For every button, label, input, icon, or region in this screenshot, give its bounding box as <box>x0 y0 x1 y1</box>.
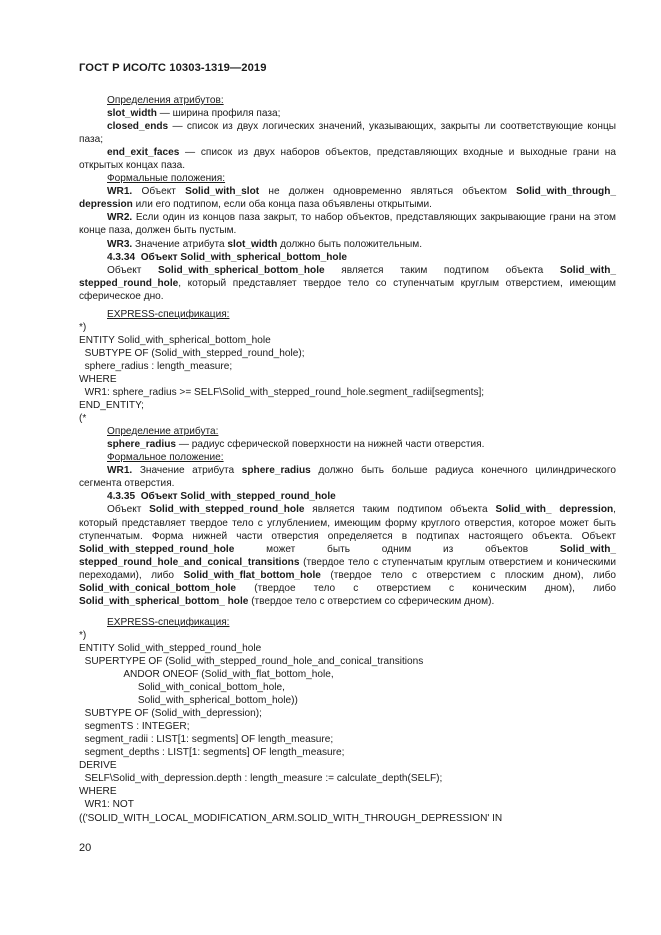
express-code-block-2 <box>79 629 616 825</box>
code-line: segment_radii : LIST[1: segments] OF length_measure; <box>79 734 334 746</box>
code-line: WHERE <box>79 373 117 385</box>
code-line: Solid_with_conical_bottom_hole, <box>79 682 285 694</box>
page-number: 20 <box>79 842 92 854</box>
express-code-block <box>79 321 616 425</box>
code-line: SUBTYPE OF (Solid_with_stepped_round_hole); <box>79 347 305 359</box>
code-line: *) <box>79 321 87 333</box>
code-line: Solid_with_spherical_bottom_hole)) <box>79 695 298 707</box>
express-spec-heading-2: EXPRESS-спецификация: <box>107 616 230 628</box>
code-line: (('SOLID_WITH_LOCAL_MODIFICATION_ARM.SOLID_WITH_THROUGH_DEPRESSION' IN <box>79 812 503 824</box>
code-line: ANDOR ONEOF (Solid_with_flat_bottom_hole, <box>79 669 334 681</box>
rule-wr2: WR2. Если один из концов паза закрыт, то набор объектов, представляющих закрывающие грани на этом конце паза, должен быть пустым. <box>79 212 616 237</box>
code-line: segmenTS : INTEGER; <box>79 721 190 733</box>
attributes-heading: Определения атрибутов: <box>107 95 224 106</box>
code-line: WHERE <box>79 786 117 798</box>
attribute-definition-heading: Определение атрибута: <box>107 426 219 438</box>
code-line: WR1: sphere_radius >= SELF\Solid_with_stepped_round_hole.segment_radii[segments]; <box>79 387 485 399</box>
code-line: SUBTYPE OF (Solid_with_depression); <box>79 708 262 720</box>
section-heading-4335: 4.3.35 Объект Solid_with_stepped_round_hole <box>107 491 336 503</box>
document-body <box>79 94 616 825</box>
rule-wr1-sphere: WR1. Значение атрибута sphere_radius должно быть больше радиуса конечного цилиндрического сегмента отверстия. <box>79 465 616 490</box>
attribute-end-exit-faces: end_exit_faces — список из двух наборов объектов, представляющих входные и выходные грани на открытых концах паза. <box>79 147 616 172</box>
code-line: DERIVE <box>79 760 117 772</box>
code-line: sphere_radius : length_measure; <box>79 360 233 372</box>
formal-proposition-heading: Формальное положение: <box>107 452 224 464</box>
code-line: SELF\Solid_with_depression.depth : length_measure := calculate_depth(SELF); <box>79 773 443 785</box>
code-line: *) <box>79 629 87 641</box>
express-spec-heading: EXPRESS-спецификация: <box>107 308 230 320</box>
rule-wr1: WR1. Объект Solid_with_slot не должен одновременно являться объектом Solid_with_through_ depression или его подтипом, если оба конца паза объявлены открытыми. <box>79 186 616 211</box>
section-4334-paragraph: Объект Solid_with_spherical_bottom_hole является таким подтипом объекта Solid_with_ stepped_round_hole, который представляет твердое тело со ступенчатым круглым отверстием, имеющим сферическое дно. <box>79 264 616 302</box>
code-line: (* <box>79 413 87 425</box>
attribute-slot-width: slot_width — ширина профиля паза; <box>107 108 281 120</box>
attribute-closed-ends: closed_ends — список из двух логических значений, указывающих, закрыты ли соответствующие концы паза; <box>79 121 616 146</box>
formal-propositions-heading: Формальные положения: <box>107 173 226 185</box>
code-line: segment_depths : LIST[1: segments] OF length_measure; <box>79 747 345 759</box>
code-line: ENTITY Solid_with_stepped_round_hole <box>79 642 262 654</box>
code-line: END_ENTITY; <box>79 400 144 412</box>
code-line: WR1: NOT <box>79 799 134 811</box>
attribute-sphere-radius: sphere_radius — радиус сферической поверхности на нижней части отверстия. <box>107 439 485 451</box>
code-line: ENTITY Solid_with_spherical_bottom_hole <box>79 334 271 346</box>
page-header: ГОСТ Р ИСО/ТС 10303-1319—2019 <box>79 62 267 74</box>
code-line: SUPERTYPE OF (Solid_with_stepped_round_hole_and_conical_transitions <box>79 655 424 667</box>
section-4335-paragraph: Объект Solid_with_stepped_round_hole является таким подтипом объекта Solid_with_ depression, который представляет твердое тело с углублением, имеющим форму круглого отверстия, которое может быть ступенчатым. Форма нижней части отверстия определяется в подтипах настоящего объекта. Объект Solid_with_stepped_round_hole может быть одним из объектов Solid_with_ stepped_round_hole_and_conical_transitions (твердое тело с ступенчатым круглым отверстием и коническими переходами), либо Solid_with_flat_bottom_hole (твердое тело с отверстием с плоским дном), либо Solid_with_conical_bottom_hole (твердое тело с отверстием с коническим дном), либо Solid_with_spherical_bottom_ hole (твердое тело с отверстием со сферическим дном). <box>79 504 616 607</box>
section-heading-4334: 4.3.34 Объект Solid_with_spherical_bottom_hole <box>107 251 347 263</box>
rule-wr3: WR3. Значение атрибута slot_width должно быть положительным. <box>107 238 423 250</box>
